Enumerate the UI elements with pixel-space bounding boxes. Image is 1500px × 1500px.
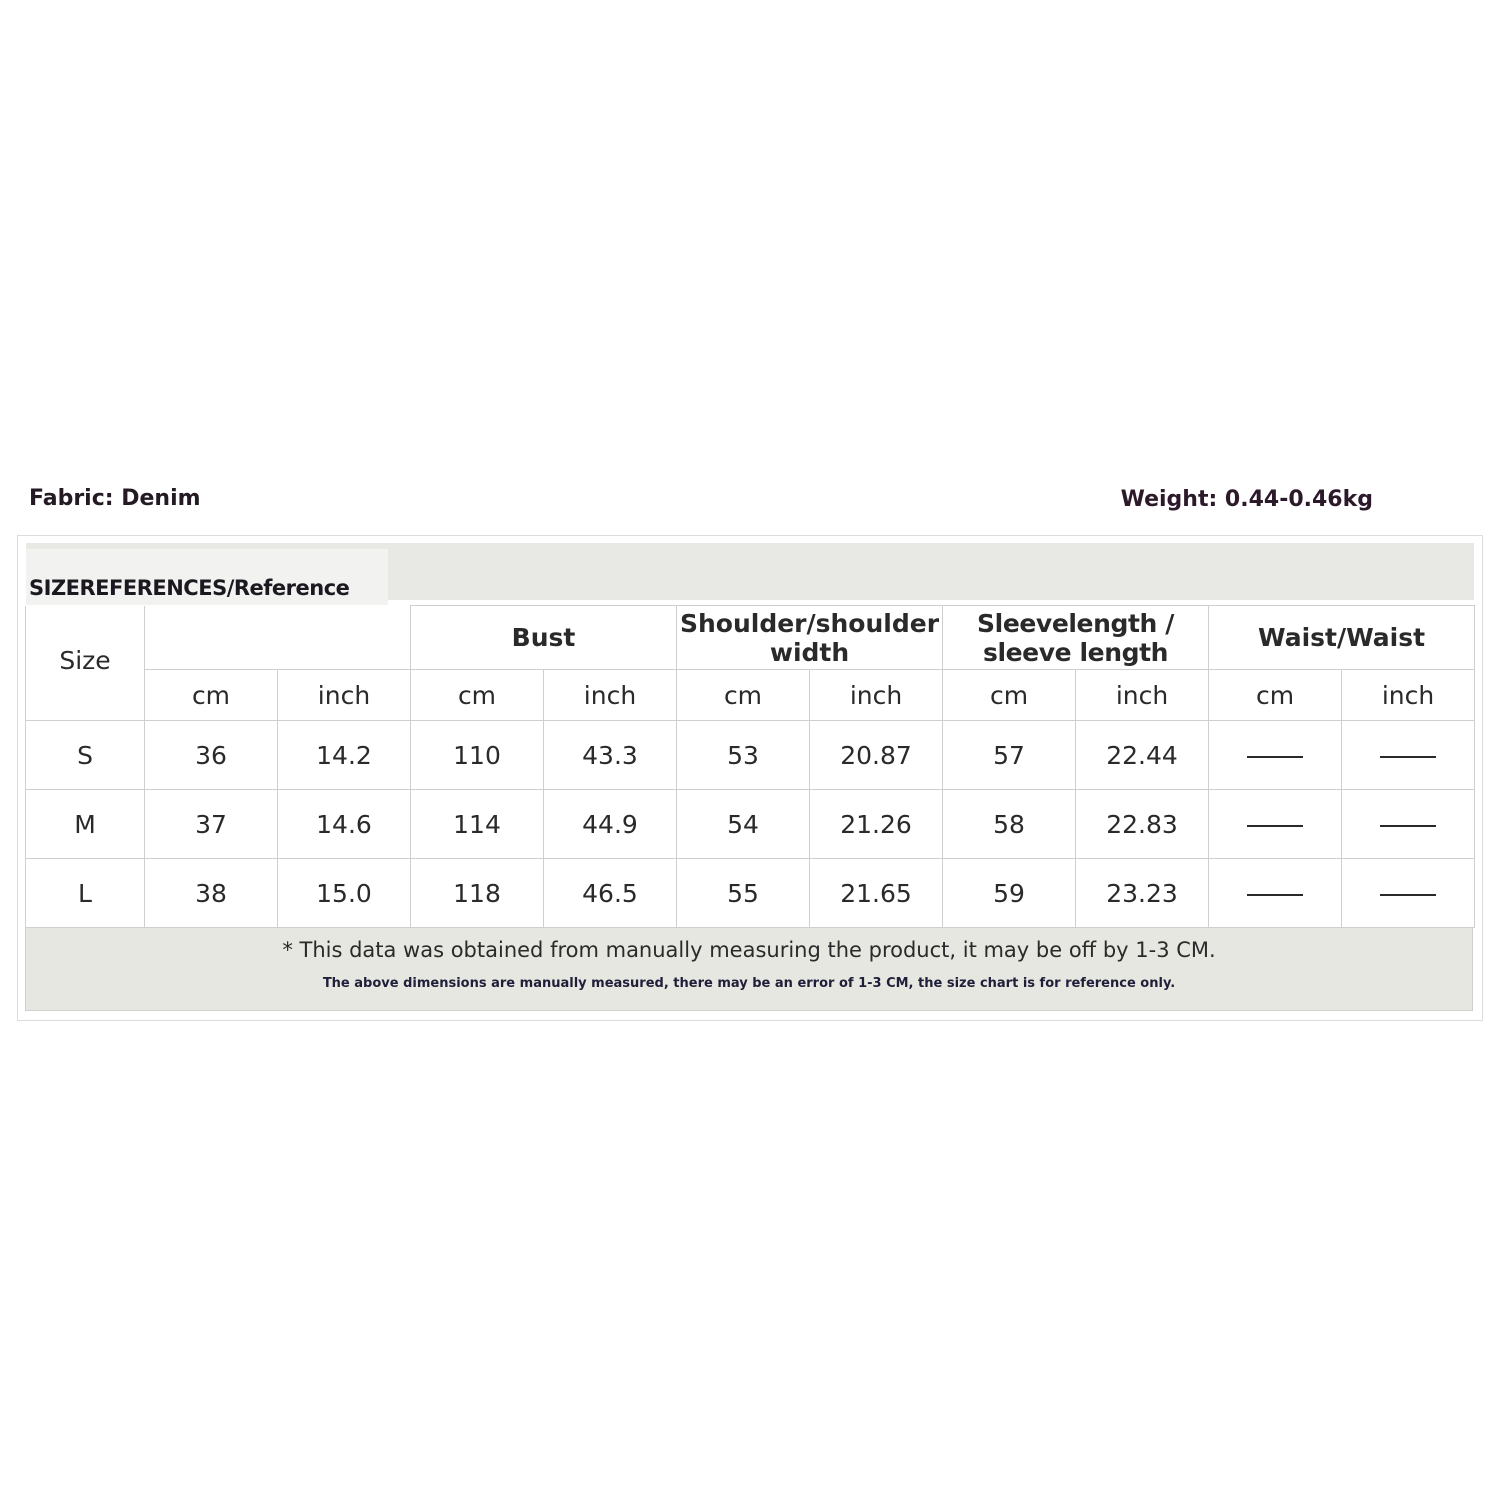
table-cell: 20.87 [810,721,943,790]
empty-cell [1342,859,1475,928]
table-row [26,721,1475,790]
table-row [26,859,1475,928]
table-row [26,790,1475,859]
size-column-header: Size [26,606,145,721]
unit-header: inch [1076,670,1209,721]
length-group-header [145,606,411,670]
size-cell: M [26,790,145,859]
unit-header: cm [145,670,278,721]
unit-header: cm [677,670,810,721]
unit-header: inch [544,670,677,721]
bust-group-header: Bust [411,606,677,670]
table-cell: 23.23 [1076,859,1209,928]
size-chart-title-line-1: SIZEREFERENCES/Reference [29,576,350,600]
size-cell: L [26,859,145,928]
table-cell: 53 [677,721,810,790]
table-cell: 21.26 [810,790,943,859]
fabric-label: Fabric: Denim [29,486,201,511]
group-header-row [26,606,1475,670]
dash-mark [1380,756,1436,758]
table-cell: 57 [943,721,1076,790]
table-cell: 118 [411,859,544,928]
table-cell: 110 [411,721,544,790]
table-cell: 58 [943,790,1076,859]
table-cell: 114 [411,790,544,859]
unit-header: cm [1209,670,1342,721]
dash-mark [1380,825,1436,827]
waist-group-header: Waist/Waist [1209,606,1475,670]
shoulder-group-header: Shoulder/shoulder width [677,606,943,670]
table-cell: 37 [145,790,278,859]
measurement-note-panel [25,927,1473,1011]
measurement-note: * This data was obtained from manually measuring the product, it may be off by 1-3 CM. [282,938,1216,962]
table-cell: 22.44 [1076,721,1209,790]
dash-mark [1247,756,1303,758]
empty-cell [1342,721,1475,790]
size-cell: S [26,721,145,790]
dash-mark [1380,894,1436,896]
table-cell: 59 [943,859,1076,928]
empty-cell [1209,859,1342,928]
table-cell: 15.0 [278,859,411,928]
measurement-disclaimer: The above dimensions are manually measured, there may be an error of 1-3 CM, the size chart is for reference only. [322,976,1176,991]
table-cell: 46.5 [544,859,677,928]
table-cell: 55 [677,859,810,928]
unit-header-row [26,670,1475,721]
table-cell: 22.83 [1076,790,1209,859]
unit-header: cm [411,670,544,721]
empty-cell [1209,790,1342,859]
dash-mark [1247,894,1303,896]
unit-header: inch [1342,670,1475,721]
empty-cell [1342,790,1475,859]
weight-label: Weight: 0.44-0.46kg [1120,487,1373,512]
empty-cell [1209,721,1342,790]
table-cell: 14.2 [278,721,411,790]
dash-mark [1247,825,1303,827]
table-cell: 36 [145,721,278,790]
table-cell: 54 [677,790,810,859]
table-cell: 14.6 [278,790,411,859]
size-table [25,605,1475,928]
sleeve-group-header: Sleevelength / sleeve length [943,606,1209,670]
table-cell: 43.3 [544,721,677,790]
unit-header: cm [943,670,1076,721]
unit-header: inch [278,670,411,721]
table-cell: 38 [145,859,278,928]
table-cell: 44.9 [544,790,677,859]
unit-header: inch [810,670,943,721]
table-cell: 21.65 [810,859,943,928]
